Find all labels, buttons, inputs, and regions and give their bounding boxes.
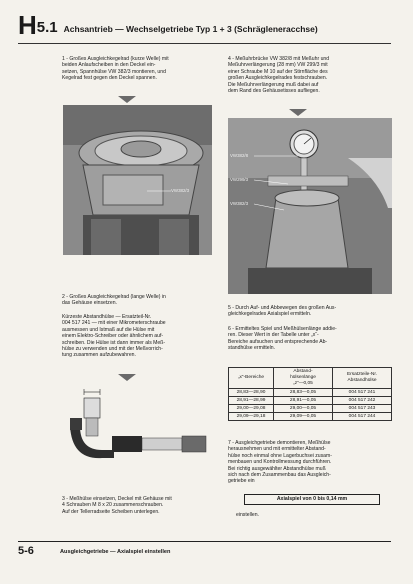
micrometer-svg	[62, 386, 212, 462]
table-cell: 28,91—28,99	[229, 397, 274, 405]
photo-1-illustration	[63, 105, 212, 255]
step-5-text: 5 - Durch Auf- und Abbewegen des großen Aus- gleichkegelrades Axialspiel ermitteln.	[228, 305, 337, 318]
step-4-text: 4 - Meßuhrbrücke VW 382/8 mit Meßuhr und Meßuhrverlängerung (28 mm) VW 299/3 mit einer Schraube M 10 auf der Stirnfläche des großen Ausgleichkegelrades festschrauben. Die Meßuhrverlängerung muß dabei auf dem Rand des Gehäusetisses aufliegen.	[228, 56, 330, 95]
table-cell: 004 517 244	[333, 413, 392, 421]
table-header-row	[229, 368, 392, 389]
tool-label-vw382-3: VW382/3	[230, 201, 249, 206]
section-number: 5.1	[36, 19, 58, 36]
table-row	[229, 389, 392, 397]
step-2-note: Kürzeste Abstandhülse — Ersatzteil-Nr. 004 517 241 — mit einer Mikrometerschraube ausmessen und Istmaß auf die Hülse mit einem Elektro-Schreiber oder ähnlichem auf- schreiben. Die Hülse ist dann immer als Meß- hülse zu verwenden und mit der Meßvorrich- tung zusammen aufzubewahren.	[62, 314, 166, 359]
table-cell: 29,09—0,05	[274, 413, 333, 421]
page-number: 5-6	[18, 545, 34, 557]
table-header-spacer-length: Abstand- hülsenlänge „z“—0,05	[274, 368, 333, 389]
micrometer-illustration	[62, 386, 212, 462]
table-row	[229, 405, 392, 413]
arrow-down-icon	[118, 374, 136, 381]
table-row	[229, 413, 392, 421]
table-cell: 29,00—29,08	[229, 405, 274, 413]
step-2-text: 2 - Großes Ausgleichkegelrad (lange Welle) in das Gehäuse einsetzen.	[62, 294, 166, 307]
table-cell: 28,83—28,90	[229, 389, 274, 397]
table-cell: 29,09—29,18	[229, 413, 274, 421]
table-cell: 004 517 242	[333, 397, 392, 405]
axial-play-box: Axialspiel von 0 bis 0,14 mm	[244, 494, 380, 505]
photo-differential-cover	[63, 105, 212, 255]
table-header-x-range: „x“-Bereiche	[229, 368, 274, 389]
footer-title: Ausgleichgetriebe — Axialspiel einstellen	[60, 549, 171, 555]
table-row	[229, 397, 392, 405]
arrow-down-icon	[289, 109, 307, 116]
header-rule	[18, 43, 391, 44]
table-header-part-number: Ersatzteile-Nr. Abstandhülse	[333, 368, 392, 389]
footer-rule	[18, 541, 391, 542]
table-cell: 28,83—0,05	[274, 389, 333, 397]
page-header	[18, 12, 318, 38]
photo-dial-gauge	[228, 118, 392, 294]
step-6-text: 6 - Ermitteltes Spiel und Meßhülsenlänge addie- ren. Dieser Wert in der Tabelle unter „x“- Bereiche aufsuchen und entsprechende Ab- standhülse ermitteln.	[228, 326, 337, 352]
page-title: Achsantrieb — Wechselgetriebe Typ 1 + 3 (Schrägleneracchse)	[63, 24, 318, 34]
step-7-text: 7 - Ausgleichgetriebe demontieren, Meßhülse herausnehmen und mit ermittelter Abstand- hülse noch einmal ohne Lagerbuchsei zusam- menbauen und Kontrollmessung durchführen. Bei richtig ausgewählter Abstandhülse muß sich nach dem Zusammenbau das Ausgleich- getriebe ein	[228, 440, 332, 485]
table-cell: 29,00—0,05	[274, 405, 333, 413]
tool-label-vw382-8: VW382/8	[230, 153, 249, 158]
tool-label-vw382-3: VW382/3	[171, 188, 190, 193]
tool-label-vw299-3: VW299/3	[230, 177, 249, 182]
photo-2-illustration	[228, 118, 392, 294]
step-3-text: 3 - Meßhülse einsetzen, Deckel mit Gehäuse mit 4 Schrauben M 8 x 20 zusammenschrauben. Auf der Tellerradseite Scheiben unterlegen.	[62, 496, 172, 515]
step-7-end: einstellen.	[236, 512, 259, 518]
table-cell: 004 517 241	[333, 389, 392, 397]
table-cell: 28,91—0,05	[274, 397, 333, 405]
step-1-text: 1 - Großes Ausgleichkegelrad (kurze Welle) mit beiden Anlaufscheiben in den Deckel ein- setzen, Spannhülse VW 382/3 montieren, und Kegelrad fest gegen den Deckel spannen.	[62, 56, 169, 82]
table-cell: 004 517 243	[333, 405, 392, 413]
section-letter: H	[18, 10, 36, 40]
spacer-table	[228, 367, 392, 421]
arrow-down-icon	[118, 96, 136, 103]
